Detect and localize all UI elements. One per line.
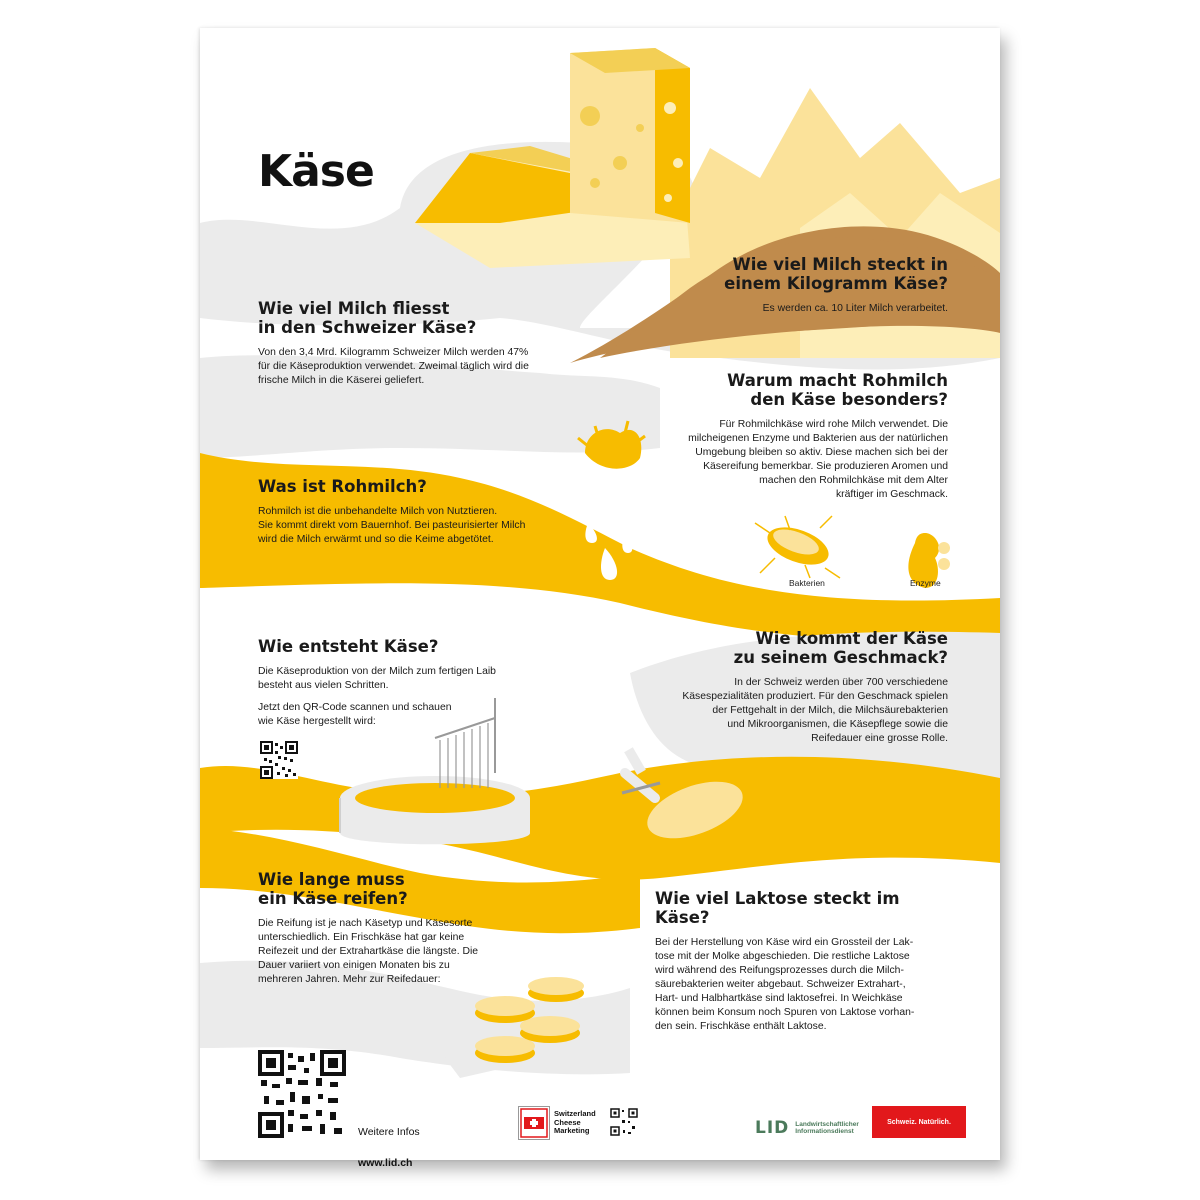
section-body: Für Rohmilchkäse wird rohe Milch verwendet. Die milcheigenen Enzyme und Bakterien aus der natürlichen Umgebung bleiben so aktiv. Diese machen sich bei der Käsereifung bemerkbar. Sie produzieren Aromen und machen den Rohmilchkäse mit dem Alter kräftiger im Geschmack. [688,418,948,501]
section-body: Von den 3,4 Mrd. Kilogramm Schweizer Milch werden 47% für die Käseproduktion verwendet. Zweimal täglich wird die frische Milch in die Käserei geliefert. [258,346,529,387]
section-body: Es werden ca. 10 Liter Milch verarbeitet. [762,302,948,314]
qr-code-production[interactable] [260,741,298,779]
lid-text: Landwirtschaftlicher Informationsdienst [795,1120,859,1135]
page-title: Käse [258,146,374,197]
bacteria-icon [755,516,840,578]
qr-code-scm[interactable] [610,1108,638,1136]
section-body: In der Schweiz werden über 700 verschiedene Käsespezialitäten produziert. Für den Geschmack spielen der Fettgehalt in der Milch, die Milchsäurebakterien und Mikroorganismen, die Käsepflege sowie die Reifedauer eine grosse Rolle. [682,676,948,745]
footer-more-info [358,1110,420,1171]
swiss-brand-box [872,1106,966,1138]
cheese-block [570,48,690,223]
scm-name: Switzerland Cheese Marketing [554,1109,596,1136]
scm-logo [518,1106,596,1140]
lid-logo [755,1118,859,1138]
section-body: Die Käseproduktion von der Milch zum fertigen Laib besteht aus vielen Schritten. [258,665,496,692]
section-heading: Wie viel Milch steckt in einem Kilogramm Käse? [724,255,948,293]
section-milk-flow [258,300,578,388]
section-body-2: Jetzt den QR-Code scannen und schauen wie Käse hergestellt wird: [258,702,452,728]
section-heading: Wie viel Milch fliesst in den Schweizer Käse? [258,299,477,337]
section-raw-milk-special [640,372,948,502]
section-how-made [258,638,558,729]
section-body: Die Reifung ist je nach Käsetyp und Käsesorte unterschiedlich. Ein Frischkäse hat gar keine Reifezeit und der Extrahartkäse die längste. Die Dauer variiert von einigen Monaten bis zu mehreren Jahren. Mehr zur Reifedauer: [258,917,479,986]
qr-code-more-info[interactable] [258,1050,346,1138]
section-taste [630,630,948,746]
section-heading: Wie lange muss ein Käse reifen? [258,870,408,908]
swiss-slogan: Schweiz. Natürlich. [887,1118,951,1126]
section-body: Rohmilch ist die unbehandelte Milch von Nutztieren. Sie kommt direkt vom Bauernhof. Bei pasteurisierter Milch wird die Milch erwärmt und so die Keime abgetötet. [258,505,526,546]
lid-mark: LID [755,1118,790,1138]
poster [200,28,1000,1169]
bacteria-label: Bakterien [789,578,825,588]
section-body: Bei der Herstellung von Käse wird ein Grossteil der Lak- tose mit der Molke abgeschieden. Die restliche Laktose wird während des Reifungsprozesses durch die Milch- säurebakterien weiter abgebaut. Schweizer Extrahart-, Hart- und Halbhartkäse sind laktosefrei. In Weichkäse können beim Konsum noch Spuren von Laktose vorhan- den sein. Frischkäse enthält Laktose. [655,936,915,1033]
section-heading: Wie entsteht Käse? [258,637,439,656]
section-heading: Wie viel Laktose steckt im Käse? [655,889,900,927]
section-heading: Was ist Rohmilch? [258,477,427,496]
section-raw-milk [258,478,578,547]
section-heading: Wie kommt der Käse zu seinem Geschmack? [733,629,948,667]
enzymes-label: Enzyme [910,578,941,588]
footer-url-link[interactable]: www.lid.ch [358,1156,413,1169]
more-info-label: Weitere Infos [358,1126,420,1139]
section-heading: Warum macht Rohmilch den Käse besonders? [727,371,948,409]
scm-badge-icon [518,1106,550,1140]
section-milk-per-kg [670,256,948,316]
section-lactose [655,890,955,1034]
section-ripening [258,871,548,987]
